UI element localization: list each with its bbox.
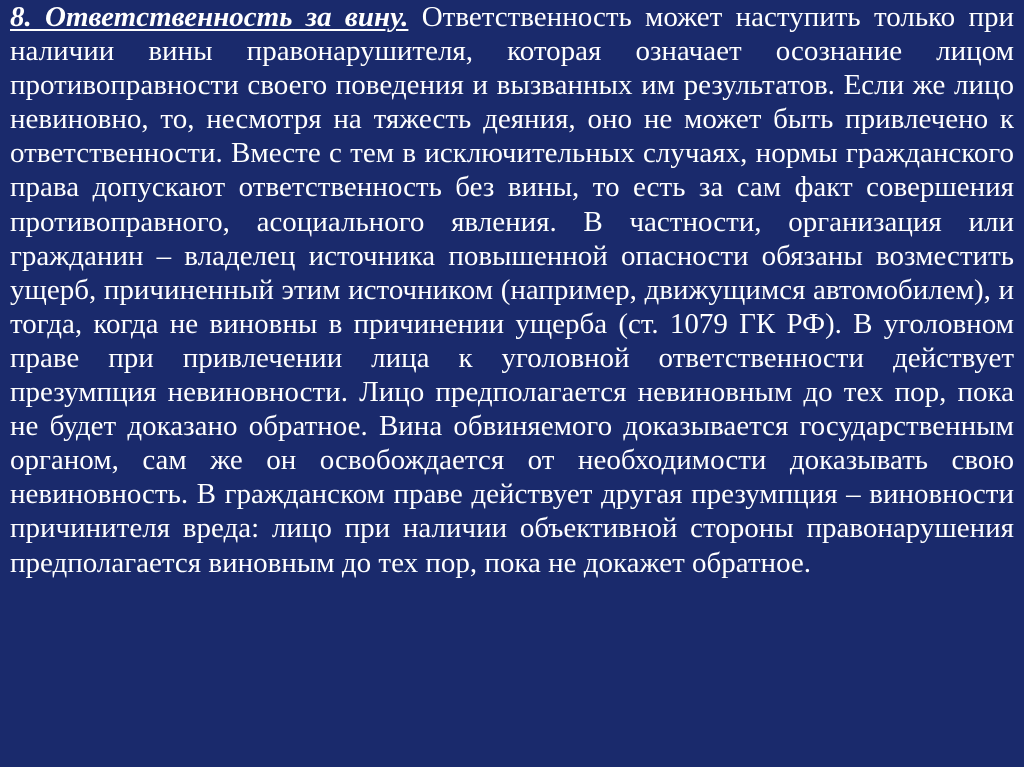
- slide-heading: 8. Ответственность за вину.: [10, 1, 409, 33]
- slide-body-text: Ответственность может наступить только при наличии вины правонарушителя, которая означает осознание лицом противоправности своего поведения и вызванных им результатов. Если же лицо невиновно, то, несмотря на тяжесть деяния, оно не может быть привлечено к ответственности. Вместе с тем в исключительных случаях, нормы гражданского права допускают ответственность без вины, то есть за сам факт совершения противоправного, асоциального явления. В частности, организация или гражданин – владелец источника повышенной опасности обязаны возместить ущерб, причиненный этим источником (например, движущимся автомобилем), и тогда, когда не виновны в причинении ущерба (ст. 1079 ГК РФ). В уголовном праве при привлечении лица к уголовной ответственности действует презумпция невиновности. Лицо предполагается невиновным до тех пор, пока не будет доказано обратное. Вина обвиняемого доказывается государственным органом, сам же он освобождается от необходимости доказывать свою невиновность. В гражданском праве действует другая презумпция – виновности причинителя вреда: лицо при наличии объективной стороны правонарушения предполагается виновным до тех пор, пока не докажет обратное.: [10, 1, 1015, 579]
- slide-paragraph: [10, 0, 1014, 580]
